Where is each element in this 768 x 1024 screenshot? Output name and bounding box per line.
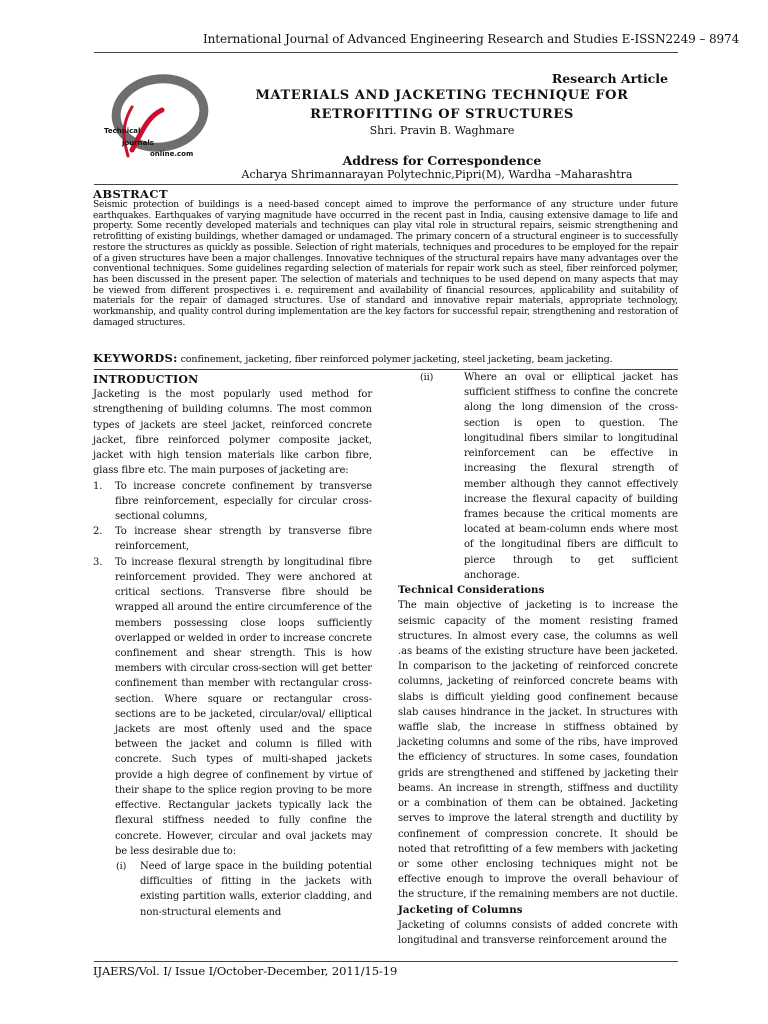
section-heading-technical-considerations: Technical Considerations <box>398 584 545 597</box>
list-item-text: To increase shear strength by transverse fibre reinforcement, <box>115 526 372 553</box>
journal-logo <box>102 72 212 167</box>
article-type: Research Article <box>551 71 668 86</box>
list-item <box>93 479 372 525</box>
list-number: 3. <box>93 556 103 568</box>
author-name: Shri. Pravin B. Waghmare <box>369 124 515 137</box>
section-heading-jacketing-of-columns: Jacketing of Columns <box>398 903 523 916</box>
journal-header: International Journal of Advanced Engineering Research and Studies E-ISSN2249 – 8974 <box>203 32 740 46</box>
list-number: 1. <box>93 480 103 492</box>
header-rule <box>94 52 678 53</box>
jacketing-columns-paragraph: Jacketing of columns consists of added concrete with longitudinal and transverse reinforcement around the <box>398 919 678 947</box>
logo-text-journals: journals <box>122 139 154 147</box>
address-rule <box>94 184 678 185</box>
intro-paragraph: Jacketing is the most popularly used method for strengthening of building columns. The most common types of jackets are steel jacket, reinforced concrete jacket, fibre reinforced polymer composite jacket, jacket with high tension materials like carbon fibre, glass fibre etc. The main purposes of jacketing are: <box>93 389 372 477</box>
list-item <box>93 859 372 920</box>
technical-considerations-paragraph: The main objective of jacketing is to increase the seismic capacity of the moment resisting framed structures. In almost every case, the columns as well .as beams of the existing structure have been jacketed. In comparison to the jacketing of reinforced concrete columns, jacketing of reinforced concrete beams with slabs is difficult yielding good confinement because slab causes hindrance in the jacket. In structures with waffle slab, the increase in stiffness obtained by jacketing columns and some of the ribs, have improved the efficiency of structures. In some cases, foundation grids are strengthened and stiffened by jacketing their beams. An increase in strength, stiffness and ductility or a combination of them can be obtained. Jacketing serves to improve the lateral strength and ductility by confinement of compression concrete. It should be noted that retrofitting of a few members with jacketing or some other enclosing techniques might not be effective enough to improve the overall behaviour of the structure, if the remaining members are not ductile. <box>398 600 678 901</box>
list-number: 2. <box>93 526 103 538</box>
abstract-text: Seismic protection of buildings is a need-based concept aimed to improve the performance of any structure under future earthquakes. Earthquakes of varying magnitude have occurred in the recent past in India, causing extensive damage to life and property. Some recently developed materials and techniques can play vital role in structural repairs, seismic strengthening and retrofitting of existing buildings, whether damaged or undamaged. The primary concern of a structural engineer is to successfully restore the structures as quickly as possible. Selection of right materials, techniques and procedures to be employed for the repair of a given structures have been a major challenges. Innovative techniques of the structural repairs have many advantages over the conventional techniques. Some guidelines regarding selection of materials for repair work such as steel, fiber reinforced polymer, has been discussed in the present paper. The selection of materials and techniques to be used depend on many aspects that may be viewed from different prospectives i. e. requirement and availability of financial resources, applicability and suitability of materials for the repair of damaged structures. Use of standard and innovative repair materials, appropriate technology, workmanship, and quality control during implementation are the key factors for successful repair, strengthening and restoration of damaged structures. <box>93 200 678 328</box>
footer-citation: IJAERS/Vol. I/ Issue I/October-December, 2011/15-19 <box>93 964 398 978</box>
logo-text-online: online.com <box>150 150 194 158</box>
list-item-text: Need of large space in the building potential difficulties of fitting in the jackets with existing partition walls, exterior cladding, and non-structural elements and <box>140 861 372 918</box>
left-column <box>93 372 372 920</box>
footer-rule <box>94 961 678 962</box>
paper-title-line-1: MATERIALS AND JACKETING TECHNIQUE FOR <box>255 88 629 103</box>
address-heading: Address for Correspondence <box>342 153 542 168</box>
paper-title-line-2: RETROFITTING OF STRUCTURES <box>310 107 574 122</box>
list-item <box>93 524 372 554</box>
section-heading-introduction: INTRODUCTION <box>93 373 199 386</box>
list-item-text: To increase flexural strength by longitudinal fibre reinforcement provided. They were anchored at critical sections. Transverse fibre should be wrapped all around the entire circumference of the members possessing close loops sufficiently overlapped or welded in order to increase concrete confinement and shear strength. This is how members with circular cross-section will get better confinement than member with rectangular cross-section. Where square or rectangular cross-sections are to be jacketed, circular/oval/ elliptical jackets are most oftenly used and the space between the jacket and column is filled with concrete. Such types of multi-shaped jackets provide a high degree of confinement by virtue of their shape to the splice region proving to be more effective. Rectangular jackets typically lack the flexural stiffness needed to fully confine the concrete. However, circular and oval jackets may be less desirable due to: <box>115 556 372 857</box>
right-column <box>398 370 678 948</box>
abstract-heading: ABSTRACT <box>93 187 168 201</box>
list-number: (i) <box>116 861 127 872</box>
keywords-list: confinement, jacketing, fiber reinforced polymer jacketing, steel jacketing, beam jacketing. <box>177 354 613 365</box>
logo-text-technical: Technical <box>104 127 141 135</box>
list-item <box>93 555 372 859</box>
list-number: (ii) <box>420 372 434 383</box>
paper-title <box>200 86 684 124</box>
author-address: Acharya Shrimannarayan Polytechnic,Pipri(M), Wardha –Maharashtra <box>241 168 633 181</box>
list-item-text: To increase concrete confinement by transverse fibre reinforcement, especially for circular cross-sectional columns, <box>115 480 372 522</box>
keywords-label: KEYWORDS: <box>93 351 178 365</box>
keywords <box>93 352 678 366</box>
list-item <box>398 370 678 583</box>
list-item-text: Where an oval or elliptical jacket has sufficient stiffness to confine the concrete along the long dimension of the cross-section is open to question. The longitudinal fibers similar to longitudinal reinforcement can be effective in increasing the flexural strength of member although they cannot effectively increase the flexural capacity of building frames because the critical moments are located at beam-column ends where most of the longitudinal fibers are difficult to pierce through to get sufficient anchorage. <box>464 372 678 581</box>
